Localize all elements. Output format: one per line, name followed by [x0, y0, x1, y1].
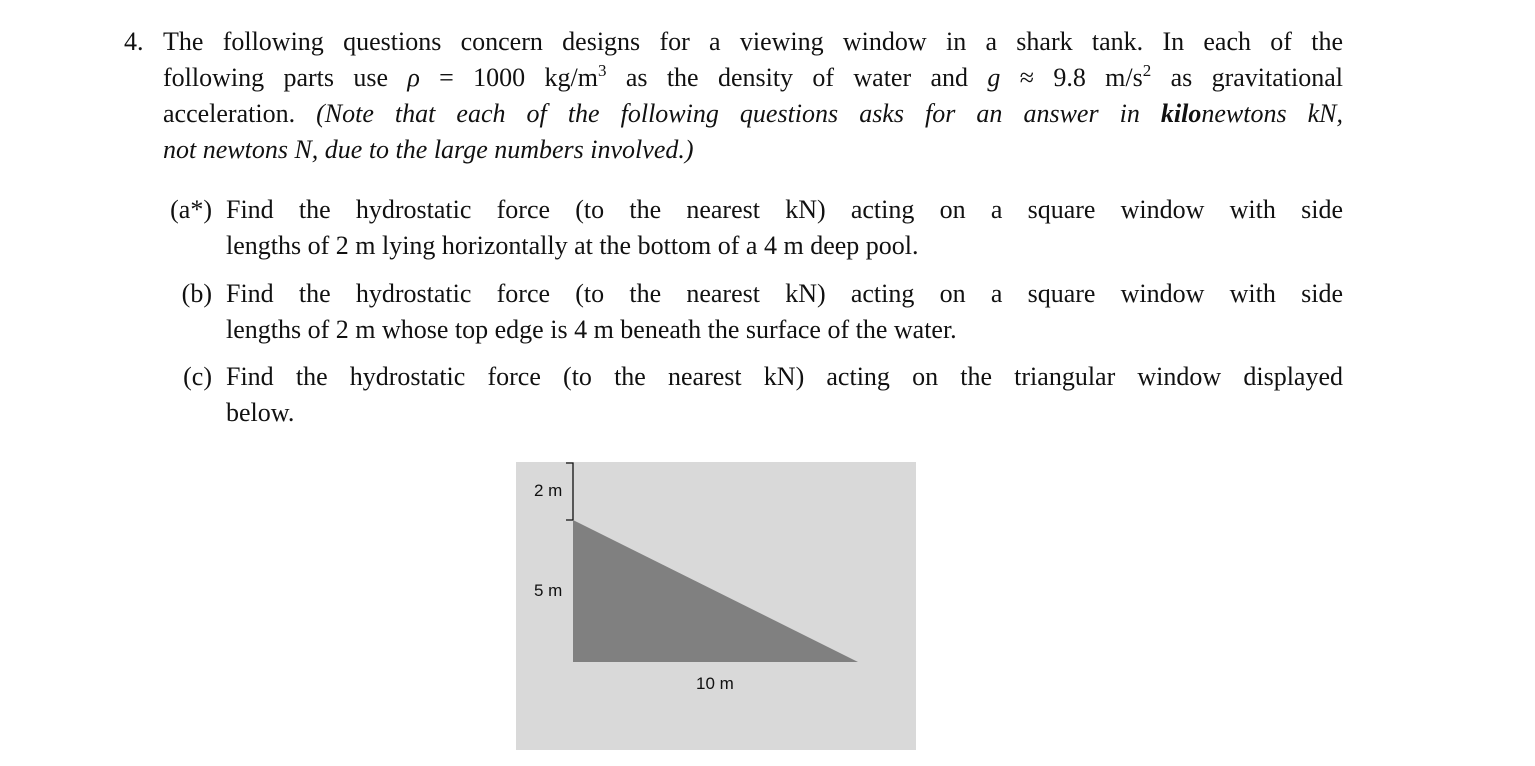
intro-line-2: following parts use ρ = 1000 $kg/m^3$ as the density of water and g ≈ 9.8 $m/s^2$ as gravitational — [163, 61, 1343, 92]
rho-symbol: ρ — [407, 63, 420, 92]
g-symbol: g — [987, 63, 1001, 92]
intro-line-1: The following questions concern designs for a viewing window in a shark tank. In each of the — [163, 27, 1343, 56]
depth-label: 2 m — [534, 481, 563, 500]
figure-svg — [516, 462, 916, 750]
part-b-line-1: Find the hydrostatic force (to the nearest kN) acting on a square window with side — [226, 279, 1343, 308]
part-a-line-2: lengths of 2 m lying horizontally at the bottom of a 4 m deep pool. — [226, 231, 919, 260]
triangle-window — [573, 520, 858, 662]
depth-bracket — [566, 463, 573, 520]
triangular-window-figure — [516, 462, 916, 750]
intro-line-4: not newtons N, due to the large numbers involved.) — [163, 135, 694, 164]
kilo-emphasis: kilo — [1160, 99, 1202, 128]
part-c-line-1: Find the hydrostatic force (to the nearest kN) acting on the triangular window displayed — [226, 362, 1343, 391]
part-b-line-2: lengths of 2 m whose top edge is 4 m beneath the surface of the water. — [226, 315, 957, 344]
intro-line-3: acceleration. (Note that each of the following questions asks for an answer in kilonewtons kN, — [163, 99, 1343, 128]
exponent-2: 2 — [1142, 61, 1152, 80]
part-b-label: (b) — [181, 279, 212, 308]
exponent-3: 3 — [597, 61, 607, 80]
part-a-line-1: Find the hydrostatic force (to the nearest kN) acting on a square window with side — [226, 195, 1343, 224]
part-c-label: (c) — [183, 362, 212, 391]
part-a-label: (a*) — [170, 195, 212, 224]
part-c-line-2: below. — [226, 398, 295, 427]
problem-number: 4. — [124, 27, 144, 56]
height-label: 5 m — [534, 581, 563, 600]
base-label: 10 m — [696, 674, 734, 693]
